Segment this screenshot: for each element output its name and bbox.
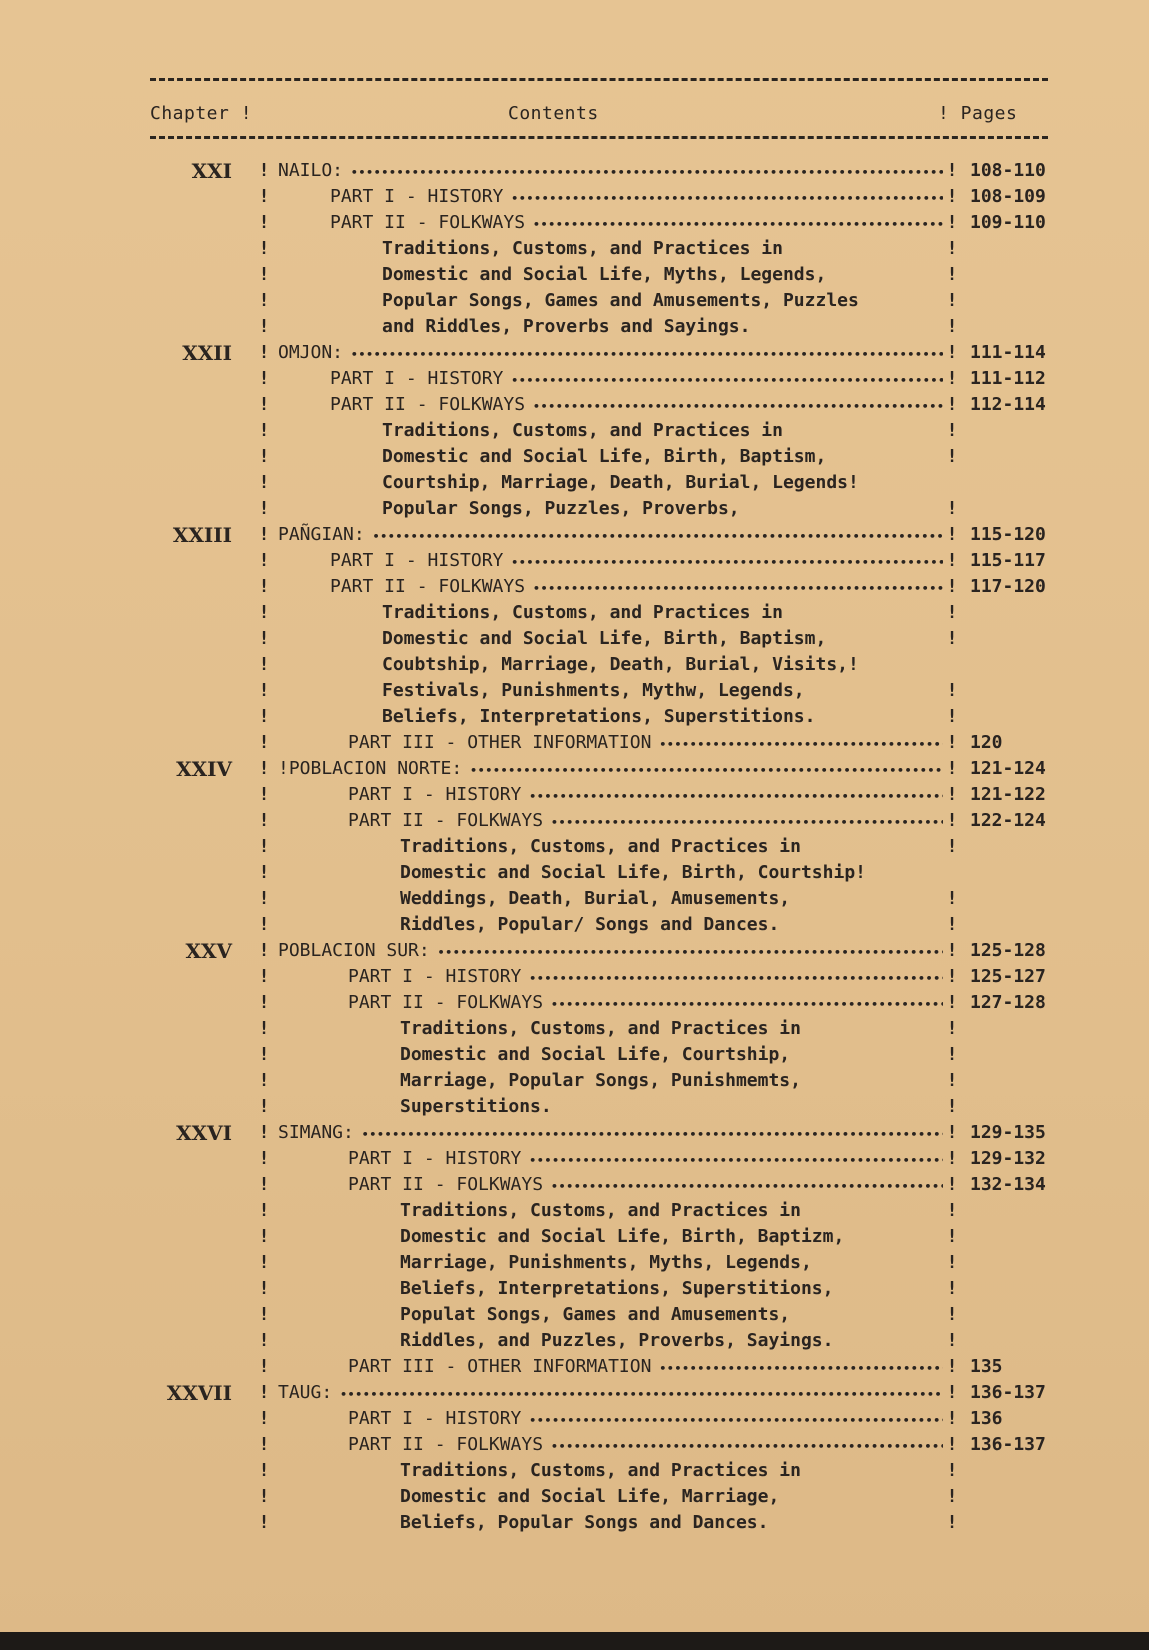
part-label: PART I - HISTORY <box>348 784 522 805</box>
description-line: Traditions, Customs, and Practices in <box>400 1460 801 1481</box>
dot-leader <box>533 210 943 238</box>
part-entry[interactable] <box>348 808 943 836</box>
left-separator: ! <box>258 212 270 233</box>
part-label: PART II - FOLKWAYS <box>348 992 544 1013</box>
chapter-title-label: SIMANG: <box>278 1122 354 1143</box>
dot-leader <box>533 392 943 420</box>
description-line: Popular Songs, Games and Amusements, Puzzles <box>382 290 859 311</box>
left-separator: ! <box>258 1304 270 1325</box>
right-separator: ! <box>946 498 958 519</box>
left-separator: ! <box>258 680 270 701</box>
part-label: PART I - HISTORY <box>330 550 504 571</box>
chapter-title-pages: 136-137 <box>970 1382 1046 1403</box>
left-separator: ! <box>258 1278 270 1299</box>
part-entry[interactable] <box>348 1172 943 1200</box>
chapter-title-label: OMJON: <box>278 342 344 363</box>
chapter-numeral: XXII <box>182 341 232 365</box>
dot-leader <box>511 184 943 212</box>
chapter-title-pages: 115-120 <box>970 524 1046 545</box>
chapter-title-entry[interactable] <box>278 1380 943 1408</box>
part-label: PART II - FOLKWAYS <box>330 212 526 233</box>
description-line: Traditions, Customs, and Practices in <box>400 1200 801 1221</box>
dot-leader <box>373 522 943 550</box>
left-separator: ! <box>258 758 270 779</box>
description-line: Domestic and Social Life, Marriage, <box>400 1486 780 1507</box>
left-separator: ! <box>258 1408 270 1429</box>
description-line: Populat Songs, Games and Amusements, <box>400 1304 791 1325</box>
left-separator: ! <box>258 576 270 597</box>
dot-leader <box>551 1172 943 1200</box>
left-separator: ! <box>258 186 270 207</box>
header-chapter: Chapter ! <box>150 103 253 124</box>
right-separator: ! <box>946 810 958 831</box>
left-separator: ! <box>258 966 270 987</box>
part-pages: 127-128 <box>970 992 1046 1013</box>
chapter-numeral: XXVII <box>166 1381 232 1405</box>
description-line: Traditions, Customs, and Practices in <box>400 1018 801 1039</box>
right-separator: ! <box>946 342 958 363</box>
description-line: Domestic and Social Life, Courtship, <box>400 1044 791 1065</box>
right-separator: ! <box>946 732 958 753</box>
left-separator: ! <box>258 888 270 909</box>
right-separator: ! <box>946 290 958 311</box>
dot-leader <box>529 1406 943 1434</box>
description-line: Traditions, Customs, and Practices in <box>382 602 783 623</box>
dot-leader <box>529 782 943 810</box>
left-separator: ! <box>258 368 270 389</box>
chapter-numeral: XXIII <box>172 523 232 547</box>
part-entry[interactable] <box>348 1146 943 1174</box>
left-separator: ! <box>258 316 270 337</box>
chapter-title-entry[interactable] <box>278 522 943 550</box>
left-separator: ! <box>258 992 270 1013</box>
left-separator: ! <box>258 602 270 623</box>
left-separator: ! <box>258 810 270 831</box>
dot-leader <box>659 1354 943 1382</box>
chapter-title-label: POBLACION SUR: <box>278 940 430 961</box>
dot-leader <box>362 1120 943 1148</box>
part-pages: 129-132 <box>970 1148 1046 1169</box>
chapter-title-label: !POBLACION NORTE: <box>278 758 463 779</box>
left-separator: ! <box>258 498 270 519</box>
part-pages: 112-114 <box>970 394 1046 415</box>
description-line: Domestic and Social Life, Birth, Baptism, <box>382 446 827 467</box>
description-line: Coubtship, Marriage, Death, Burial, Visits,! <box>382 654 859 675</box>
description-line: Beliefs, Interpretations, Superstitions. <box>382 706 816 727</box>
chapter-title-label: PAÑGIAN: <box>278 524 365 545</box>
right-separator: ! <box>946 1356 958 1377</box>
description-line: Festivals, Punishments, Mythw, Legends, <box>382 680 805 701</box>
part-label: PART II - FOLKWAYS <box>348 1174 544 1195</box>
part-entry[interactable] <box>348 990 943 1018</box>
description-line: Traditions, Customs, and Practices in <box>400 836 801 857</box>
dot-leader <box>551 808 943 836</box>
dot-leader <box>438 938 943 966</box>
description-line: Marriage, Popular Songs, Punishmemts, <box>400 1070 801 1091</box>
left-separator: ! <box>258 732 270 753</box>
right-separator: ! <box>946 1408 958 1429</box>
description-line: Weddings, Death, Burial, Amusements, <box>400 888 791 909</box>
left-separator: ! <box>258 654 270 675</box>
part-pages: 132-134 <box>970 1174 1046 1195</box>
left-separator: ! <box>258 1200 270 1221</box>
part-pages: 111-112 <box>970 368 1046 389</box>
description-line: Domestic and Social Life, Myths, Legends, <box>382 264 827 285</box>
chapter-title-pages: 111-114 <box>970 342 1046 363</box>
chapter-numeral: XXI <box>191 159 232 183</box>
right-separator: ! <box>946 316 958 337</box>
description-line: Domestic and Social Life, Birth, Baptism, <box>382 628 827 649</box>
right-separator: ! <box>946 1070 958 1091</box>
description-line: Domestic and Social Life, Birth, Courtship! <box>400 862 866 883</box>
chapter-title-pages: 121-124 <box>970 758 1046 779</box>
left-separator: ! <box>258 706 270 727</box>
right-separator: ! <box>946 264 958 285</box>
description-line: Traditions, Customs, and Practices in <box>382 420 783 441</box>
part-pages: 108-109 <box>970 186 1046 207</box>
part-label: PART I - HISTORY <box>330 368 504 389</box>
right-separator: ! <box>946 966 958 987</box>
right-separator: ! <box>946 1200 958 1221</box>
chapter-title-entry[interactable] <box>278 158 943 186</box>
chapter-title-entry[interactable] <box>278 938 943 966</box>
dot-leader <box>351 340 943 368</box>
dot-leader <box>551 990 943 1018</box>
right-separator: ! <box>946 1460 958 1481</box>
chapter-numeral: XXV <box>185 939 232 963</box>
right-separator: ! <box>946 1174 958 1195</box>
right-separator: ! <box>946 1148 958 1169</box>
right-separator: ! <box>946 1018 958 1039</box>
right-separator: ! <box>946 576 958 597</box>
part-entry[interactable] <box>348 964 943 992</box>
right-separator: ! <box>946 1304 958 1325</box>
left-separator: ! <box>258 1356 270 1377</box>
left-separator: ! <box>258 160 270 181</box>
part-label: PART III - OTHER INFORMATION <box>348 1356 652 1377</box>
chapter-numeral: XXVI <box>176 1121 232 1145</box>
left-separator: ! <box>258 1434 270 1455</box>
part-label: PART I - HISTORY <box>348 966 522 987</box>
dot-leader <box>511 548 943 576</box>
part-pages: 121-122 <box>970 784 1046 805</box>
left-separator: ! <box>258 914 270 935</box>
left-separator: ! <box>258 1096 270 1117</box>
part-pages: 135 <box>970 1356 1003 1377</box>
right-separator: ! <box>946 706 958 727</box>
dot-leader <box>340 1380 943 1408</box>
right-separator: ! <box>946 784 958 805</box>
description-line: Beliefs, Popular Songs and Dances. <box>400 1512 769 1533</box>
right-separator: ! <box>946 992 958 1013</box>
part-pages: 136 <box>970 1408 1003 1429</box>
left-separator: ! <box>258 940 270 961</box>
part-label: PART II - FOLKWAYS <box>330 394 526 415</box>
left-separator: ! <box>258 1226 270 1247</box>
description-line: Marriage, Punishments, Myths, Legends, <box>400 1252 812 1273</box>
right-separator: ! <box>946 1434 958 1455</box>
chapter-title-pages: 125-128 <box>970 940 1046 961</box>
right-separator: ! <box>946 394 958 415</box>
part-entry[interactable] <box>330 366 943 394</box>
description-line: Traditions, Customs, and Practices in <box>382 238 783 259</box>
right-separator: ! <box>946 628 958 649</box>
left-separator: ! <box>258 1486 270 1507</box>
left-separator: ! <box>258 238 270 259</box>
right-separator: ! <box>946 368 958 389</box>
right-separator: ! <box>946 550 958 571</box>
description-line: Superstitions. <box>400 1096 552 1117</box>
chapter-title-pages: 108-110 <box>970 160 1046 181</box>
description-line: and Riddles, Proverbs and Sayings. <box>382 316 751 337</box>
right-separator: ! <box>946 1226 958 1247</box>
left-separator: ! <box>258 1122 270 1143</box>
left-separator: ! <box>258 472 270 493</box>
dot-leader <box>529 964 943 992</box>
right-separator: ! <box>946 888 958 909</box>
part-pages: 125-127 <box>970 966 1046 987</box>
right-separator: ! <box>946 238 958 259</box>
right-separator: ! <box>946 1512 958 1533</box>
dot-leader <box>551 1432 943 1460</box>
part-pages: 120 <box>970 732 1003 753</box>
left-separator: ! <box>258 342 270 363</box>
part-entry[interactable] <box>348 1406 943 1434</box>
right-separator: ! <box>946 602 958 623</box>
header-contents: Contents <box>508 103 599 124</box>
chapter-title-pages: 129-135 <box>970 1122 1046 1143</box>
chapter-title-entry[interactable] <box>278 1120 943 1148</box>
left-separator: ! <box>258 1512 270 1533</box>
part-label: PART II - FOLKWAYS <box>330 576 526 597</box>
left-separator: ! <box>258 628 270 649</box>
dot-leader <box>529 1146 943 1174</box>
part-entry[interactable] <box>348 1354 943 1382</box>
description-line: Courtship, Marriage, Death, Burial, Legends! <box>382 472 859 493</box>
description-line: Beliefs, Interpretations, Superstitions, <box>400 1278 834 1299</box>
right-separator: ! <box>946 420 958 441</box>
left-separator: ! <box>258 1330 270 1351</box>
part-pages: 122-124 <box>970 810 1046 831</box>
left-separator: ! <box>258 446 270 467</box>
header-dashed-rule <box>150 136 1048 139</box>
right-separator: ! <box>946 1044 958 1065</box>
part-entry[interactable] <box>330 392 943 420</box>
dot-leader <box>470 756 943 784</box>
right-separator: ! <box>946 1096 958 1117</box>
left-separator: ! <box>258 1018 270 1039</box>
right-separator: ! <box>946 758 958 779</box>
part-pages: 136-137 <box>970 1434 1046 1455</box>
dot-leader <box>511 366 943 394</box>
left-separator: ! <box>258 290 270 311</box>
left-separator: ! <box>258 1252 270 1273</box>
dot-leader <box>351 158 943 186</box>
part-label: PART III - OTHER INFORMATION <box>348 732 652 753</box>
part-entry[interactable] <box>330 184 943 212</box>
left-separator: ! <box>258 1460 270 1481</box>
left-separator: ! <box>258 1070 270 1091</box>
chapter-title-entry[interactable] <box>278 756 943 784</box>
left-separator: ! <box>258 1148 270 1169</box>
description-line: Popular Songs, Puzzles, Proverbs, <box>382 498 740 519</box>
chapter-numeral: XXIV <box>176 757 232 781</box>
right-separator: ! <box>946 1382 958 1403</box>
right-separator: ! <box>946 160 958 181</box>
part-entry[interactable] <box>348 782 943 810</box>
right-separator: ! <box>946 836 958 857</box>
part-entry[interactable] <box>330 574 943 602</box>
right-separator: ! <box>946 1252 958 1273</box>
right-separator: ! <box>946 524 958 545</box>
description-line: Riddles, and Puzzles, Proverbs, Sayings. <box>400 1330 834 1351</box>
right-separator: ! <box>946 212 958 233</box>
part-entry[interactable] <box>330 548 943 576</box>
right-separator: ! <box>946 446 958 467</box>
part-entry[interactable] <box>348 730 943 758</box>
left-separator: ! <box>258 524 270 545</box>
right-separator: ! <box>946 1330 958 1351</box>
part-label: PART I - HISTORY <box>330 186 504 207</box>
part-pages: 115-117 <box>970 550 1046 571</box>
left-separator: ! <box>258 1382 270 1403</box>
part-entry[interactable] <box>348 1432 943 1460</box>
left-separator: ! <box>258 836 270 857</box>
top-dashed-rule <box>150 78 1048 81</box>
part-entry[interactable] <box>330 210 943 238</box>
left-separator: ! <box>258 420 270 441</box>
right-separator: ! <box>946 1122 958 1143</box>
left-separator: ! <box>258 862 270 883</box>
right-separator: ! <box>946 1278 958 1299</box>
dot-leader <box>659 730 943 758</box>
description-line: Riddles, Popular/ Songs and Dances. <box>400 914 780 935</box>
page-bottom-edge <box>0 1632 1149 1650</box>
part-pages: 117-120 <box>970 576 1046 597</box>
left-separator: ! <box>258 1174 270 1195</box>
part-label: PART I - HISTORY <box>348 1408 522 1429</box>
dot-leader <box>533 574 943 602</box>
header-pages: ! Pages <box>938 103 1018 124</box>
chapter-title-label: TAUG: <box>278 1382 333 1403</box>
left-separator: ! <box>258 1044 270 1065</box>
part-label: PART II - FOLKWAYS <box>348 810 544 831</box>
right-separator: ! <box>946 940 958 961</box>
left-separator: ! <box>258 784 270 805</box>
chapter-title-label: NAILO: <box>278 160 344 181</box>
right-separator: ! <box>946 186 958 207</box>
left-separator: ! <box>258 264 270 285</box>
part-label: PART II - FOLKWAYS <box>348 1434 544 1455</box>
left-separator: ! <box>258 394 270 415</box>
description-line: Domestic and Social Life, Birth, Baptizm, <box>400 1226 845 1247</box>
right-separator: ! <box>946 914 958 935</box>
part-pages: 109-110 <box>970 212 1046 233</box>
part-label: PART I - HISTORY <box>348 1148 522 1169</box>
chapter-title-entry[interactable] <box>278 340 943 368</box>
right-separator: ! <box>946 1486 958 1507</box>
left-separator: ! <box>258 550 270 571</box>
right-separator: ! <box>946 680 958 701</box>
